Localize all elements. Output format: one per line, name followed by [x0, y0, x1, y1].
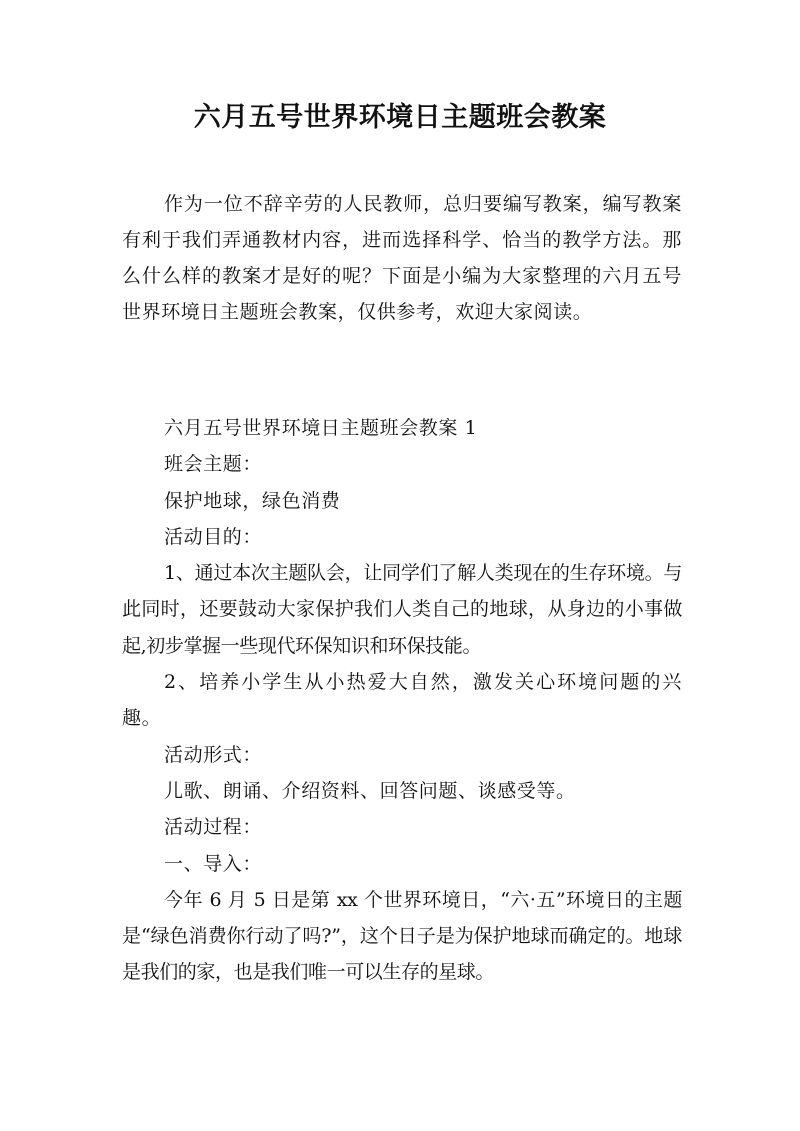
label-theme: 班会主题： — [164, 453, 263, 476]
label-format: 活动形式： — [164, 743, 263, 766]
label-purpose: 活动目的： — [164, 525, 263, 548]
label-process: 活动过程： — [164, 816, 263, 839]
purpose-item-2: 2、培养小学生从小热爱大自然，激发关心环境问题的兴趣。 — [122, 671, 682, 730]
intro-paragraph: 作为一位不辞辛劳的人民教师，总归要编写教案，编写教案有利于我们弄通教材内容，进而选择科学、恰当的教学方法。那么什么样的教案才是好的呢？下面是小编为大家整理的六月五号世界环境日主题班会教案，仅供参考，欢迎大家阅读。 — [122, 193, 682, 323]
section-heading: 六月五号世界环境日主题班会教案 1 — [164, 417, 478, 439]
theme-text: 保护地球，绿色消费 — [164, 489, 341, 512]
purpose-item-1: 1、通过本次主题队会，让同学们了解人类现在的生存环境。与此同时，还要鼓动大家保护我们人类自己的地球，从身边的小事做起,初步掌握一些现代环保知识和环保技能。 — [122, 562, 682, 657]
step-intro-text: 今年 6 月 5 日是第 xx 个世界环境日，“六·五”环境日的主题是“绿色消费你行动了吗?”，这个日子是为保护地球而确定的。地球是我们的家，也是我们唯一可以生存的星球。 — [122, 888, 682, 984]
lesson-plan-body — [122, 410, 682, 991]
step-intro-heading: 一、导入： — [164, 852, 263, 875]
document-title: 六月五号世界环境日主题班会教案 — [193, 102, 607, 133]
format-text: 儿歌、朗诵、介绍资料、回答问题、谈感受等。 — [164, 779, 576, 802]
